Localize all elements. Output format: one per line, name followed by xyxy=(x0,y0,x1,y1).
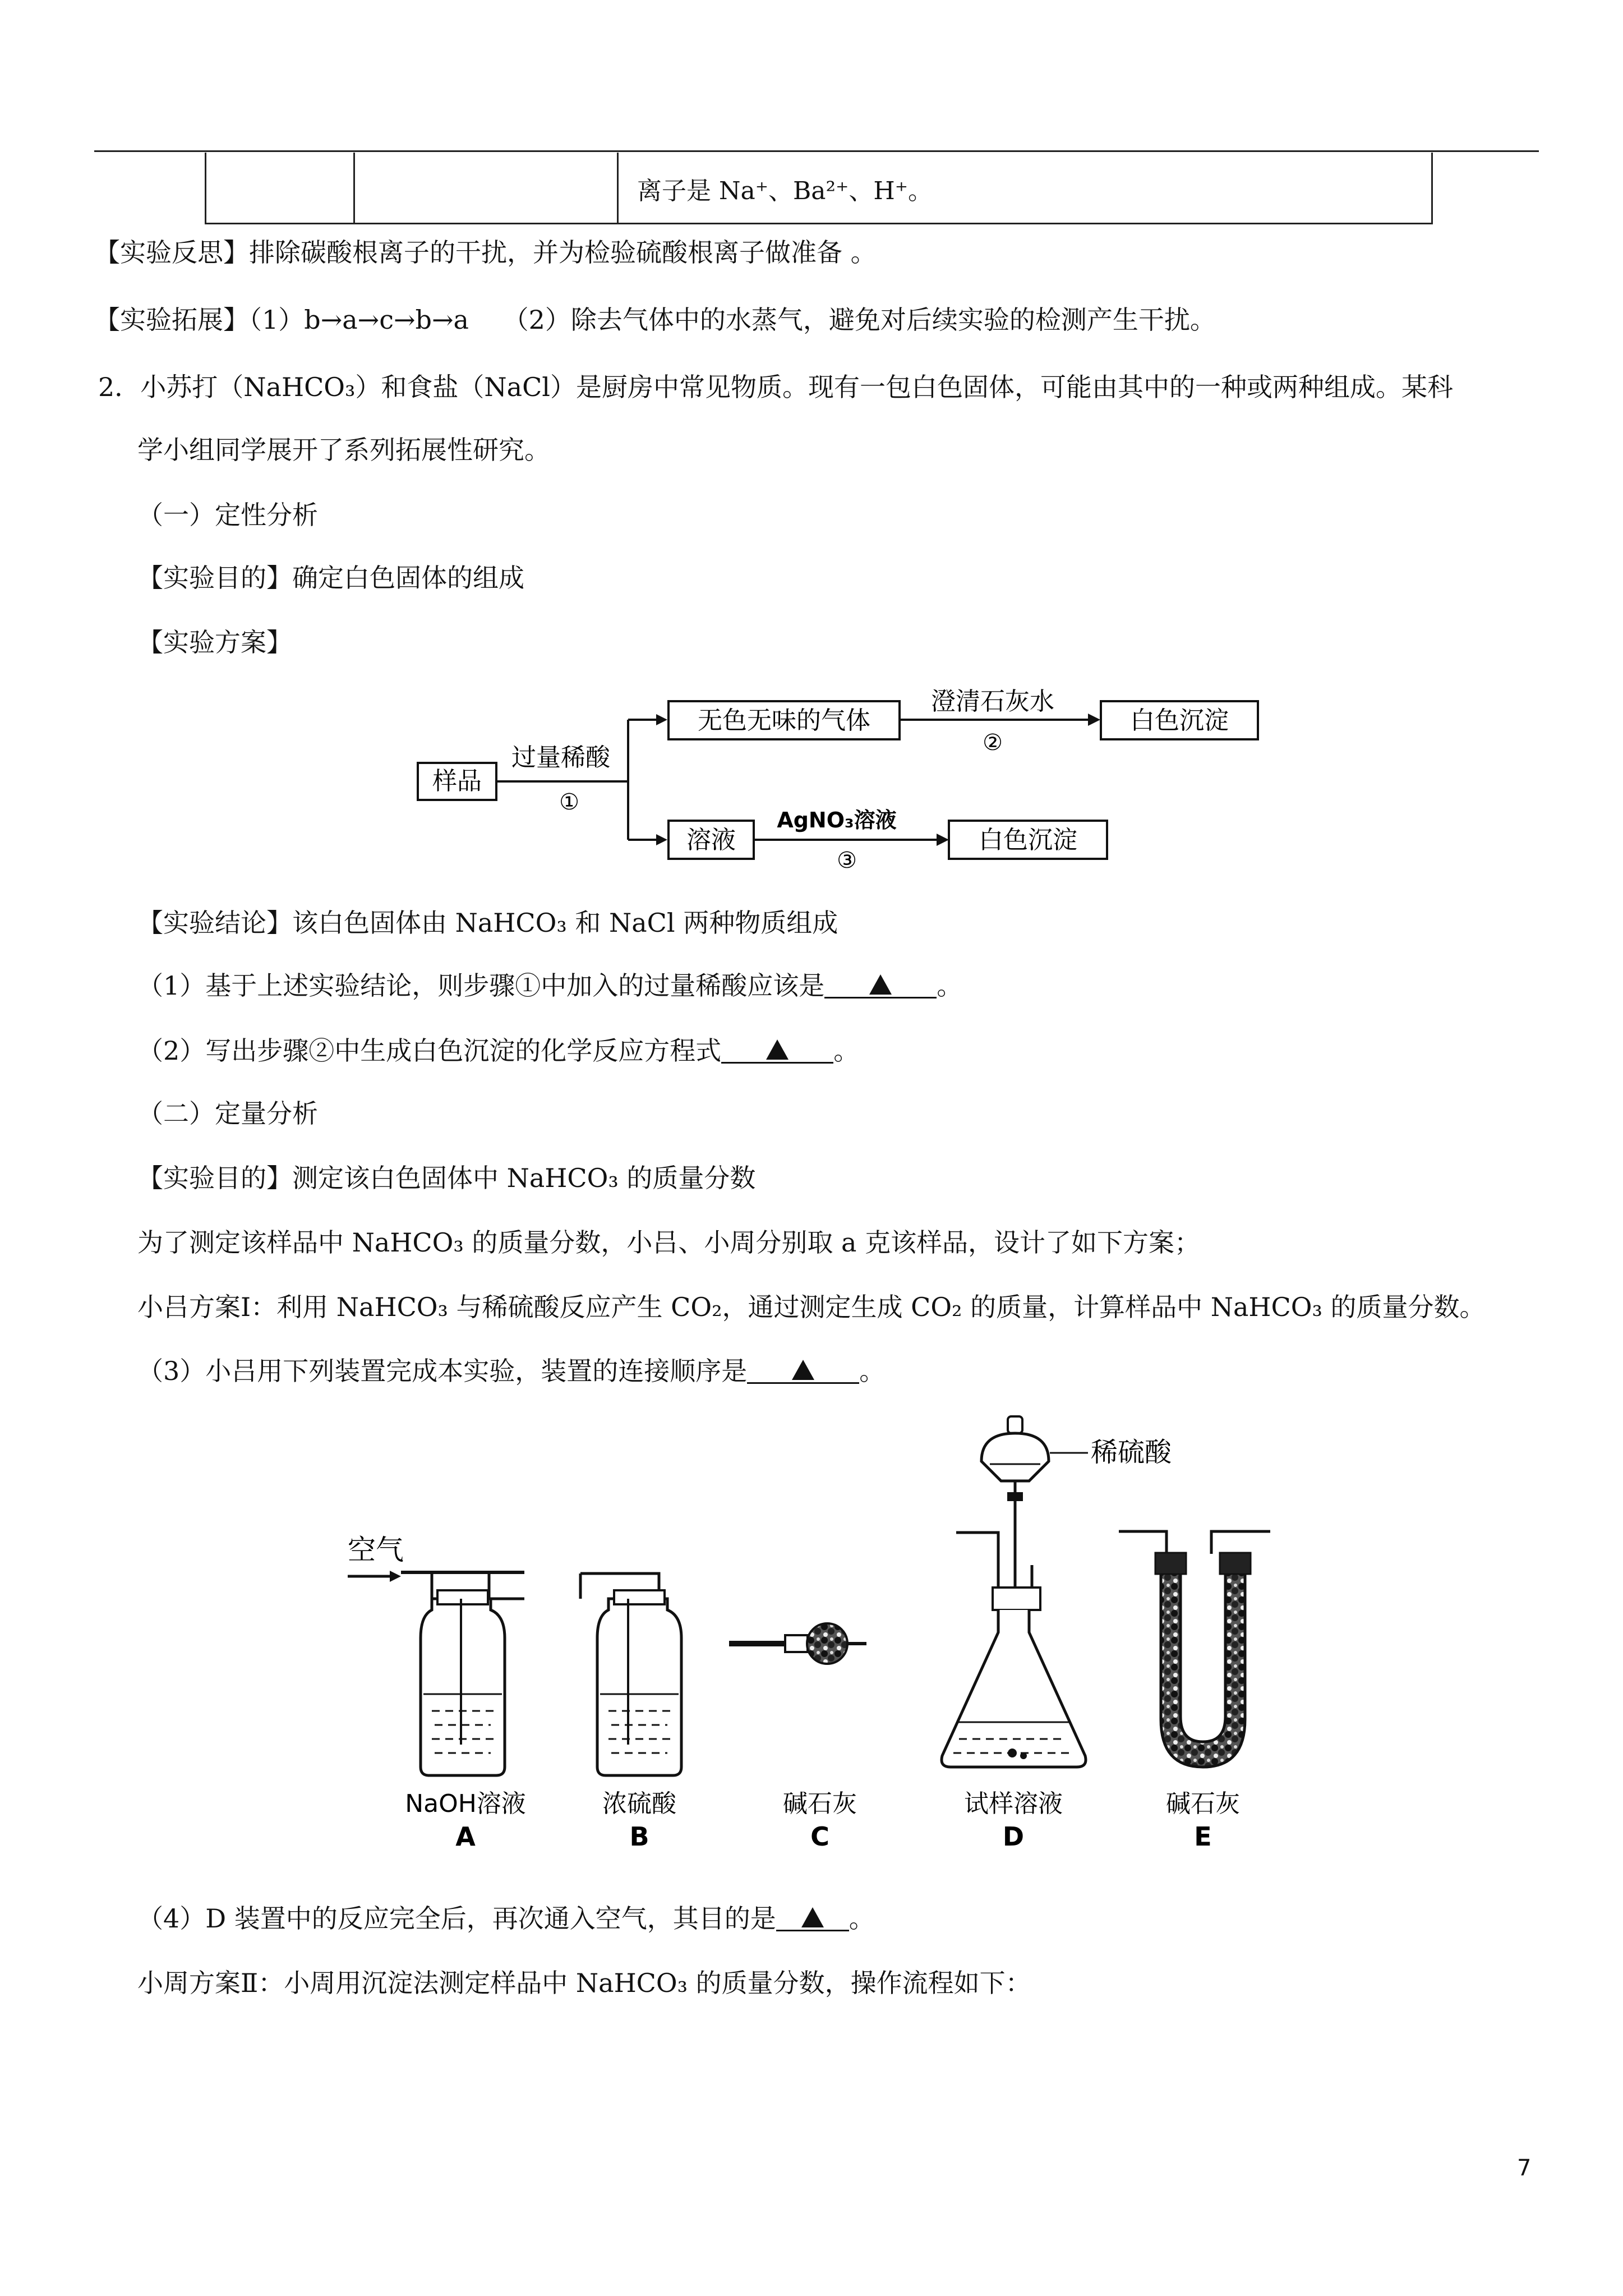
apparatus-e-u-tube xyxy=(1119,1531,1270,1767)
extend-label: 【实验拓展】 xyxy=(94,305,249,335)
flow-step2: ② xyxy=(983,730,1003,756)
period: 。 xyxy=(849,1903,875,1934)
apparatus-c-drying-tube xyxy=(729,1623,866,1664)
desc1-line: 为了测定该样品中 NaHCO₃ 的质量分数，小吕、小周分别取 a 克该样品，设计了如下方案； xyxy=(137,1227,1201,1258)
purpose2-line xyxy=(137,1161,755,1195)
plan2-line: 小周方案Ⅱ：小周用沉淀法测定样品中 NaHCO₃ 的质量分数，操作流程如下： xyxy=(137,1968,1031,1998)
period: 。 xyxy=(859,1356,886,1386)
reflect-line xyxy=(94,236,877,269)
label-e: 碱石灰 xyxy=(1166,1789,1240,1818)
page-number: 7 xyxy=(1517,2155,1532,2181)
label-d: 试样溶液 xyxy=(964,1789,1063,1818)
reflect-text: 排除碳酸根离子的干扰，并为检验硫酸根离子做准备 。 xyxy=(249,237,877,268)
sub4-text: （4）D 装置中的反应完全后，再次通入空气，其目的是 xyxy=(137,1903,776,1934)
sub2-text: （2）写出步骤②中生成白色沉淀的化学反应方程式 xyxy=(137,1036,722,1066)
triangle-icon xyxy=(766,1039,789,1060)
purpose1-line xyxy=(137,561,524,595)
air-label: 空气 xyxy=(348,1534,404,1566)
letter-e: E xyxy=(1194,1821,1212,1851)
flow-solution-text: 溶液 xyxy=(686,826,736,854)
sub3-text: （3）小吕用下列装置完成本实验，装置的连接顺序是 xyxy=(137,1356,748,1386)
apparatus-a-bottle xyxy=(401,1571,524,1775)
letter-d: D xyxy=(1002,1821,1025,1851)
table-cell-text: 离子是 Na⁺、Ba²⁺、H⁺。 xyxy=(637,177,933,205)
acid-label: 稀硫酸 xyxy=(1091,1437,1172,1468)
triangle-icon xyxy=(869,974,892,995)
sub4-line xyxy=(137,1902,875,1935)
question-number: 2． xyxy=(98,372,141,402)
letter-a: A xyxy=(455,1821,476,1851)
flow-step3: ③ xyxy=(837,848,857,872)
part1-title: （一）定性分析 xyxy=(137,500,318,530)
purpose1-text: 确定白色固体的组成 xyxy=(292,563,524,593)
flow-precip1-text: 白色沉淀 xyxy=(1130,706,1229,735)
sub1-text: （1）基于上述实验结论，则步骤①中加入的过量稀酸应该是 xyxy=(137,970,825,1001)
flow-acid-label: 过量稀酸 xyxy=(511,743,610,772)
header-rule xyxy=(94,150,1539,152)
flow-chart xyxy=(415,687,1267,872)
plan1-line: 小吕方案Ⅰ：利用 NaHCO₃ 与稀硫酸反应产生 CO₂，通过测定生成 CO₂ 的质量，计算样品中 NaHCO₃ 的质量分数。 xyxy=(137,1292,1486,1322)
letter-b: B xyxy=(629,1821,649,1851)
flow-limewater-label: 澄清石灰水 xyxy=(931,687,1054,716)
plan-label: 【实验方案】 xyxy=(137,627,292,657)
purpose1-label: 【实验目的】 xyxy=(137,563,292,593)
flow-agno3-label: AgNO₃溶液 xyxy=(777,808,897,832)
extend-text: （1）b→a→c→b→a （2）除去气体中的水蒸气，避免对后续实验的检测产生干扰。 xyxy=(249,305,1216,335)
purpose2-text: 测定该白色固体中 NaHCO₃ 的质量分数 xyxy=(292,1163,756,1193)
answer-blank-2[interactable] xyxy=(721,1034,833,1064)
sub3-line xyxy=(137,1354,885,1388)
period: 。 xyxy=(833,1036,860,1066)
apparatus-d-flask xyxy=(942,1416,1172,1767)
apparatus-b-bottle xyxy=(580,1573,681,1775)
triangle-icon xyxy=(801,1907,824,1927)
conclusion-text: 该白色固体由 NaHCO₃ 和 NaCl 两种物质组成 xyxy=(292,908,838,938)
purpose2-label: 【实验目的】 xyxy=(137,1163,292,1193)
flow-sample-text: 样品 xyxy=(432,767,482,795)
label-a: NaOH溶液 xyxy=(405,1789,526,1818)
flow-precip2-text: 白色沉淀 xyxy=(979,826,1077,854)
sub2-line xyxy=(137,1034,859,1068)
apparatus-figure xyxy=(336,1408,1324,1851)
q2-intro-line2: 学小组同学展开了系列拓展性研究。 xyxy=(137,435,550,465)
q2-intro-text: 小苏打（NaHCO₃）和食盐（NaCl）是厨房中常见物质。现有一包白色固体，可能由其中的一种或两种组成。某科 xyxy=(140,372,1454,402)
q2-intro-line1 xyxy=(98,370,1453,404)
label-b: 浓硫酸 xyxy=(602,1789,676,1818)
table-divider xyxy=(617,153,619,223)
table-divider xyxy=(353,153,355,223)
extend-line xyxy=(94,303,1216,337)
triangle-icon xyxy=(792,1360,814,1380)
part2-title: （二）定量分析 xyxy=(137,1098,318,1129)
letter-c: C xyxy=(810,1821,829,1851)
flow-gas-text: 无色无味的气体 xyxy=(698,706,870,735)
answer-blank-4[interactable] xyxy=(776,1902,849,1931)
conclusion-line xyxy=(137,906,838,940)
answer-blank-3[interactable] xyxy=(747,1354,859,1384)
reflect-label: 【实验反思】 xyxy=(94,237,249,268)
label-c: 碱石灰 xyxy=(783,1789,857,1818)
air-arrow-icon xyxy=(390,1571,401,1582)
conclusion-label: 【实验结论】 xyxy=(137,908,292,938)
flow-step1: ① xyxy=(559,789,579,815)
table-fragment xyxy=(205,153,1433,224)
sub1-line xyxy=(137,969,962,1002)
period: 。 xyxy=(937,970,963,1001)
answer-blank-1[interactable] xyxy=(824,969,937,999)
